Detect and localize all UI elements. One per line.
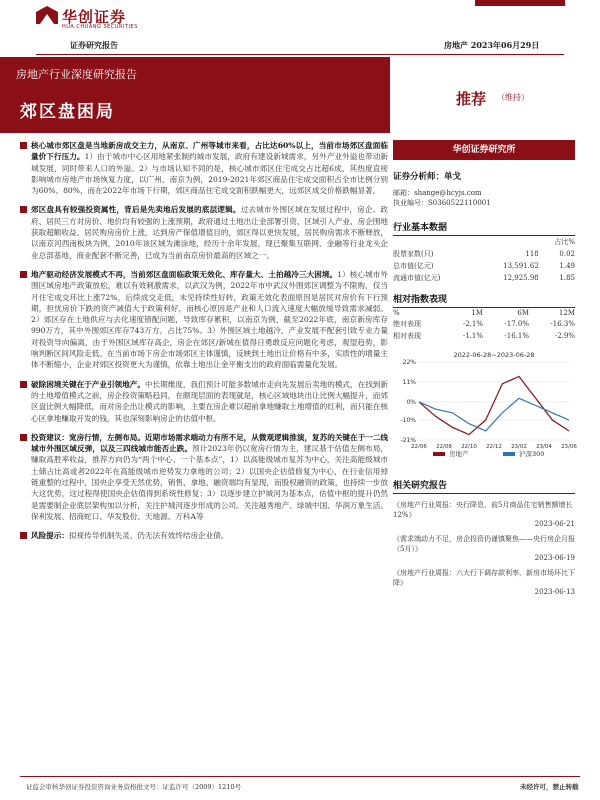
y-tick-label: 11%: [402, 378, 416, 386]
paragraph: 郊区盘具有较强投资属性，背后是先卖地后发展的底层逻辑。过去城市外围区域在发展过程中，房企、政府、居民三方对房价、地价均有较强的上涨预期，政府通过土地出让金部署引资、区域引入产业、房企围地获取超额收益、居民购房房价上涨，达到房产保值增值目的，郊区得以更快发展，居民购房需求不断释放，以南京河西南板块为例，2010年该区域为滩涂地，经历十余年发展，现已聚集互联网、金融等行业龙头企业总部基地，商业配套不断完善，已成为当前南京房价最高的区域之一。: [20, 204, 388, 260]
analyst-email[interactable]: 邮箱：shange@hcyjs.com: [393, 189, 482, 197]
y-tick-label: -10%: [400, 417, 416, 425]
report-type: 证券研究报告: [70, 40, 118, 50]
performance-table: [393, 308, 575, 342]
bullet-icon: [20, 142, 27, 149]
legend-label: 房地产: [449, 450, 469, 458]
paragraph: 破除困境关键在于产业引领地产。中长期维度，我们预计可能多数城市走向先发展后卖地的模式，在找到新的土地增值模式之前，房企投资策略趋同，在颇现层面的表现就是，核心区域地块出让比例大幅提升，而郊区盘比例大幅降低，而对房企出让模式的影响，主要在房企难以超前拿地赚取土地增值的红利，而只能在核心区拿地赚取开发的钱，其也深刻影响房企的估值中枢。: [20, 379, 388, 424]
series-line: [419, 377, 569, 435]
analyst-name: 证券分析师：单戈: [393, 172, 462, 182]
bullet-icon: [20, 381, 27, 388]
x-tick-label: 23/04: [536, 444, 552, 450]
x-tick-label: 22/10: [461, 444, 477, 450]
y-tick-label: 0%: [406, 398, 416, 406]
logo-text: 华创证券: [62, 8, 127, 26]
table-row: 占比%: [554, 238, 575, 246]
analyst-cert: 执业编号：S0360522110001: [393, 199, 491, 207]
y-tick-label: -21%: [400, 437, 416, 444]
table-row: 总市值(亿元) 13,591.62 1.49: [393, 262, 575, 270]
paragraph: 风险提示：拟视传导机制失灵、仍无法有效终结房企业债。: [20, 530, 388, 541]
side-column: [393, 140, 575, 596]
bullet-icon: [20, 532, 27, 539]
rating-label: 推荐: [456, 90, 487, 108]
x-tick-label: 22/08: [436, 444, 452, 450]
report-title: 郊区盘困局: [20, 102, 115, 122]
x-tick-label: 23/02: [511, 444, 527, 450]
report-link[interactable]: 《房地产行业周报：六大行下调存款利率，新房市场环比下降》: [393, 569, 575, 587]
x-tick-label: 23/06: [561, 444, 577, 450]
legend-swatch: [433, 452, 445, 456]
y-tick-label: 22%: [402, 359, 416, 366]
paragraph: 核心城市郊区盘是当地新房成交主力，从南京、广州等城市来看，占比达60%以上，当前市场郊区盘面临量价下行压力。1）由于城市中心区用地紧张制约城市发展，政府有建设新城需求，另外产业外溢也带动新城发展，同时带来人口的外溢。2）与市场认知不同的是，核心城市郊区住宅成交占比超6成，其热度直接影响城市房地产市场恢复力度，以广州、南京为例，2019-2021年郊区商品住宅成交面积占全市比例分别为60%、80%，而在2022年市场下行期，郊区商品住宅成交面积跌幅更大，远郊区成交价格跌幅显著。: [20, 140, 388, 196]
institute-header: 华创证券研究所: [393, 140, 575, 160]
header-divider: [36, 54, 564, 55]
bullet-icon: [20, 206, 27, 213]
top-accent-bar: [475, 0, 565, 6]
bullet-icon: [20, 434, 27, 441]
x-tick-label: 22/12: [486, 444, 502, 450]
table-row: % 1M 6M 12M: [393, 309, 575, 317]
table-row: 股票家数(只) 118 0.02: [393, 250, 575, 258]
basic-data-table: [393, 236, 575, 284]
sector-date: 房地产 2023年06月29日: [444, 40, 540, 50]
paragraph: 投资建议：宽房行情，左侧布局。近期市场需求端动力有所不足，从微观逻辑推演，复苏的关键在于一二线城市外围区域反弹，以及三四线城市能否止跌。预计2023年仍以宽房行情为主，建议基于估值左侧布局，赚取高胜率收益，推荐方向仍为“两个中心、一个基本点”，1）以高能级城市复苏为中心，关注高能级城市土储占比高或者2022年在高能级城市逆势发力拿地的公司；2）以国央企估值修复为中心，在行业信用掉链重整的过程中，国央企享受天然优势，销售、拿地、融资端均有显现，而股权融资的政策，也持续一步放大这优势，这过程得使国央企估值得到系统性修复；3）以逐步建立护城河为基本点，估值中枢的提升仍然是需要制企业底层架构加以分析，关注护城河逐步形成的公司。关注越秀地产、绿城中国、华润万象生活、保利发展、招商蛇口、华发股份、天地源、万科A等: [20, 432, 388, 522]
report-link[interactable]: 《房地产行业周报：央行降息，前5月商品住宅销售额增长12%》: [393, 501, 573, 519]
main-column: [20, 140, 388, 550]
performance-title: 相对指数表现: [393, 292, 575, 308]
logo-icon: [36, 6, 58, 24]
footer-copyright: 未经许可，禁止转载: [520, 783, 579, 791]
report-date: 2023-06-13: [534, 588, 575, 596]
paragraph: 地产驱动经济发展模式不再，当前郊区盘面临政策无效化、库存量大、土拍越冷三大困境。1）核心城市外围区域房地产政策放松，难以有效刺激需求，以武汉为例，2022年市中武汉外围郊区调整为不限购，仅当月住宅成交环比上涨72%，后续成交走低，未见持续性好转，政策无效化表面原因是居民对房价有下行预期，担忧房价下跌的资产减值大于政策利好，而核心原因是产业和人口流入速度大幅放缓导致需求减弱。2）郊区存在土地供应与去化速度错配问题，导致库存累积，以南京为例，截至2022年底，南京新房库存990万方，其中外围郊区库存743万方，占比75%。3）外围区域土地越冷，产业发展不配套引致专业力量对投资导向偏离，由于外围区域库存高企，房企在郊区/新城在值得日勇敢反应问题化考虑，观望趋势，影响判断区间风险走低。在当前市场下房企市场郊区主体谨慎，反映到土地出让价格有中多，实质性的增量主体不断缩小，企业对郊区投资更大为谨慎，依靠土地出让金平衡支出的政府面临需量化发展。: [20, 269, 388, 371]
legend-swatch: [503, 452, 515, 456]
chart-svg: [393, 348, 575, 466]
footer-divider: [20, 776, 580, 777]
table-row: 流通市值(亿元) 12,925.98 1.85: [393, 274, 575, 282]
report-category: 房地产行业深度研究报告: [16, 68, 137, 81]
table-row: 相对表现 -1.1% -16.1% -2.9%: [393, 332, 575, 340]
chart-range-label: 2022-06-28~2023-06-28: [453, 351, 535, 359]
performance-chart: [393, 348, 575, 470]
report-date: 2023-06-19: [534, 554, 575, 562]
report-date: 2023-06-21: [534, 520, 575, 528]
related-reports-title: 相关研究报告: [393, 478, 575, 494]
logo-english: HUA CHUANG SECURITIES: [62, 24, 138, 30]
x-tick-label: 22/06: [411, 444, 427, 450]
rating-panel: [390, 57, 600, 133]
table-row: 绝对表现 -2.1% -17.0% -16.3%: [393, 320, 575, 328]
basic-data-title: 行业基本数据: [393, 220, 575, 236]
bullet-icon: [20, 271, 27, 278]
footer-license: 证监会审核华创证券投资咨询业务资格批文号：证监许可（2009）1210号: [26, 783, 242, 791]
report-link[interactable]: 《需求端动力不足，房企投资仍谨慎聚焦——央行房企月报（5月）》: [393, 535, 575, 553]
rating-note: （维持）: [497, 93, 529, 102]
legend-label: 沪深300: [519, 450, 545, 458]
